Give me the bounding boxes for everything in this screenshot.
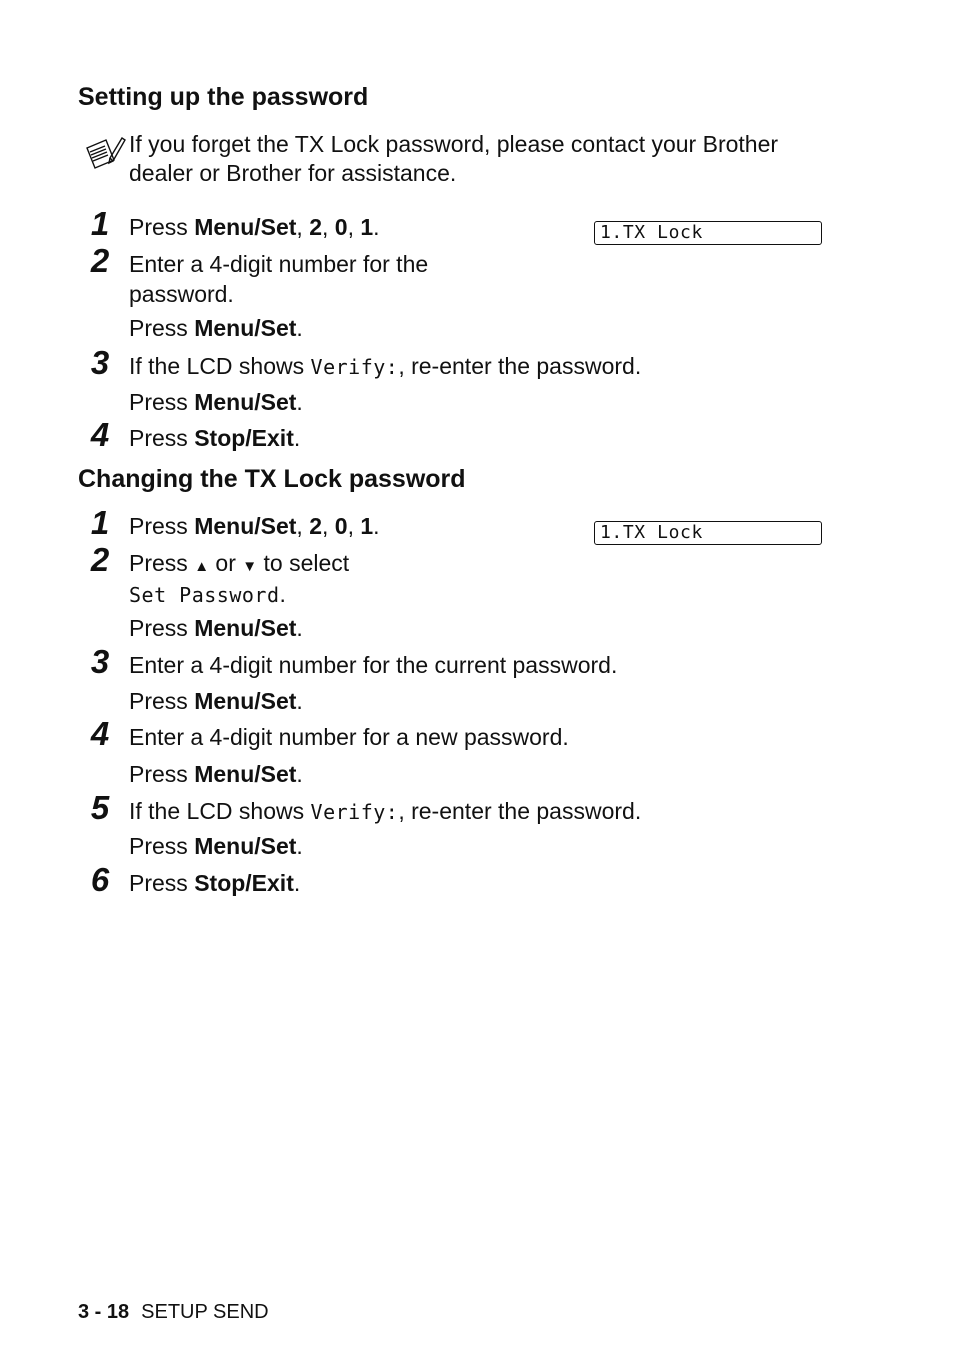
step-text: Set Password. bbox=[129, 581, 286, 607]
step-number: 4 bbox=[90, 715, 110, 752]
step-number: 1 bbox=[90, 504, 110, 541]
down-arrow-icon: ▼ bbox=[242, 558, 258, 575]
step-text: If the LCD shows Verify:, re-enter the password. bbox=[129, 353, 642, 379]
lcd-display: 1.TX Lock bbox=[594, 521, 822, 545]
step-number: 6 bbox=[90, 861, 110, 898]
step-text: Press ▲ or ▼ to select bbox=[129, 550, 350, 576]
note-text-line-1: If you forget the TX Lock password, please contact your Brother bbox=[129, 131, 779, 157]
step-number: 2 bbox=[90, 541, 110, 578]
section-heading-setting-up-password: Setting up the password bbox=[78, 83, 369, 111]
step-text: Press Menu/Set. bbox=[129, 315, 303, 341]
step-number: 3 bbox=[90, 643, 110, 680]
lcd-display: 1.TX Lock bbox=[594, 221, 822, 245]
step-number: 1 bbox=[90, 205, 110, 242]
step-text: Enter a 4-digit number for the current password. bbox=[129, 652, 618, 678]
note-text-line-2: dealer or Brother for assistance. bbox=[129, 160, 457, 186]
page-footer bbox=[78, 1301, 269, 1324]
page-number: 3 - 18 bbox=[78, 1301, 130, 1323]
step-text: Press Menu/Set, 2, 0, 1. bbox=[129, 214, 380, 240]
step-text: Press Menu/Set. bbox=[129, 615, 303, 641]
step-text: Enter a 4-digit number for a new password. bbox=[129, 724, 569, 750]
note-pencil-icon bbox=[84, 134, 126, 176]
step-text: Press Menu/Set. bbox=[129, 688, 303, 714]
step-number: 2 bbox=[90, 242, 110, 279]
section-heading-changing-password: Changing the TX Lock password bbox=[78, 465, 466, 493]
footer-section-name: SETUP SEND bbox=[141, 1301, 269, 1323]
step-text: Press Menu/Set. bbox=[129, 389, 303, 415]
step-number: 3 bbox=[90, 344, 110, 381]
step-number: 4 bbox=[90, 416, 110, 453]
step-text: Press Stop/Exit. bbox=[129, 425, 301, 451]
step-text: Enter a 4-digit number for the bbox=[129, 251, 429, 277]
up-arrow-icon: ▲ bbox=[194, 558, 210, 575]
step-text: Press Menu/Set. bbox=[129, 761, 303, 787]
step-text: Press Menu/Set. bbox=[129, 833, 303, 859]
step-text: Press Menu/Set, 2, 0, 1. bbox=[129, 513, 380, 539]
step-text: If the LCD shows Verify:, re-enter the password. bbox=[129, 798, 642, 824]
step-text: Press Stop/Exit. bbox=[129, 870, 301, 896]
step-text: password. bbox=[129, 281, 234, 307]
step-number: 5 bbox=[90, 789, 110, 826]
